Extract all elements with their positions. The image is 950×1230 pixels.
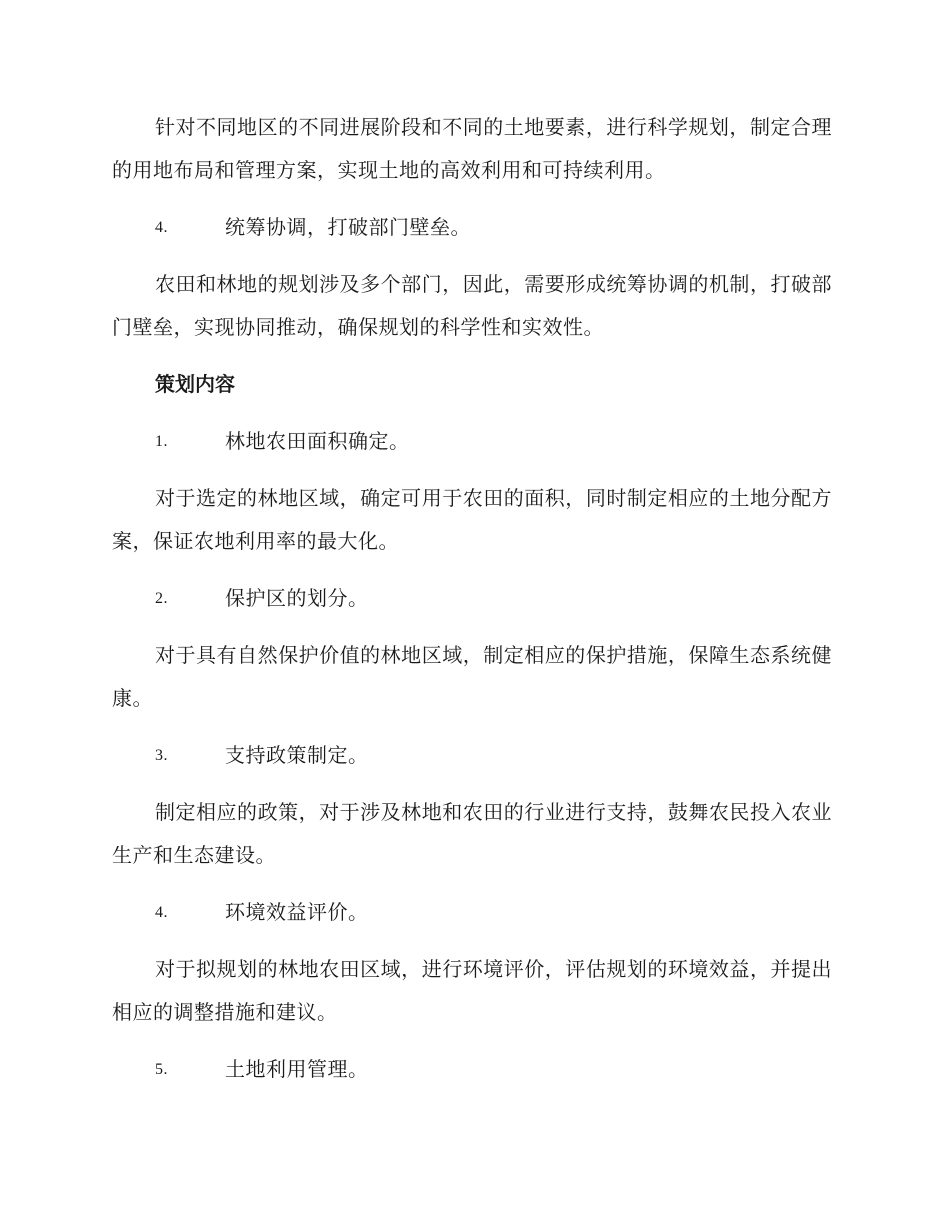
list-number: 3. bbox=[155, 747, 168, 764]
paragraph: 对于拟规划的林地农田区域，进行环境评价，评估规划的环境效益，并提出相应的调整措施和建议。 bbox=[112, 957, 832, 1024]
list-text: 土地利用管理。 bbox=[225, 1057, 369, 1081]
list-item bbox=[112, 420, 832, 463]
list-number: 2. bbox=[155, 590, 168, 607]
paragraph: 对于选定的林地区域，确定可用于农田的面积，同时制定相应的土地分配方案，保证农地利用率的最大化。 bbox=[112, 486, 832, 553]
list-item bbox=[112, 734, 832, 777]
list-text: 林地农田面积确定。 bbox=[225, 429, 410, 453]
list-item bbox=[112, 891, 832, 934]
list-text: 保护区的划分。 bbox=[225, 586, 369, 610]
list-number: 1. bbox=[155, 433, 168, 450]
paragraph: 针对不同地区的不同进展阶段和不同的土地要素，进行科学规划，制定合理的用地布局和管理方案，实现土地的高效利用和可持续利用。 bbox=[112, 115, 832, 182]
paragraph: 制定相应的政策，对于涉及林地和农田的行业进行支持，鼓舞农民投入农业生产和生态建设。 bbox=[112, 800, 832, 867]
list-item bbox=[112, 206, 832, 249]
document-page bbox=[112, 106, 832, 1105]
list-number: 4. bbox=[155, 219, 168, 236]
list-item bbox=[112, 1048, 832, 1091]
list-item bbox=[112, 577, 832, 620]
list-number: 5. bbox=[155, 1061, 168, 1078]
paragraph: 对于具有自然保护价值的林地区域，制定相应的保护措施，保障生态系统健康。 bbox=[112, 643, 832, 710]
list-text: 支持政策制定。 bbox=[225, 743, 369, 767]
section-heading: 策划内容 bbox=[155, 372, 235, 396]
list-text: 统筹协调，打破部门壁垒。 bbox=[225, 215, 471, 239]
list-text: 环境效益评价。 bbox=[225, 900, 369, 924]
paragraph: 农田和林地的规划涉及多个部门，因此，需要形成统筹协调的机制，打破部门壁垒，实现协同推动，确保规划的科学性和实效性。 bbox=[112, 272, 832, 339]
list-number: 4. bbox=[155, 904, 168, 921]
